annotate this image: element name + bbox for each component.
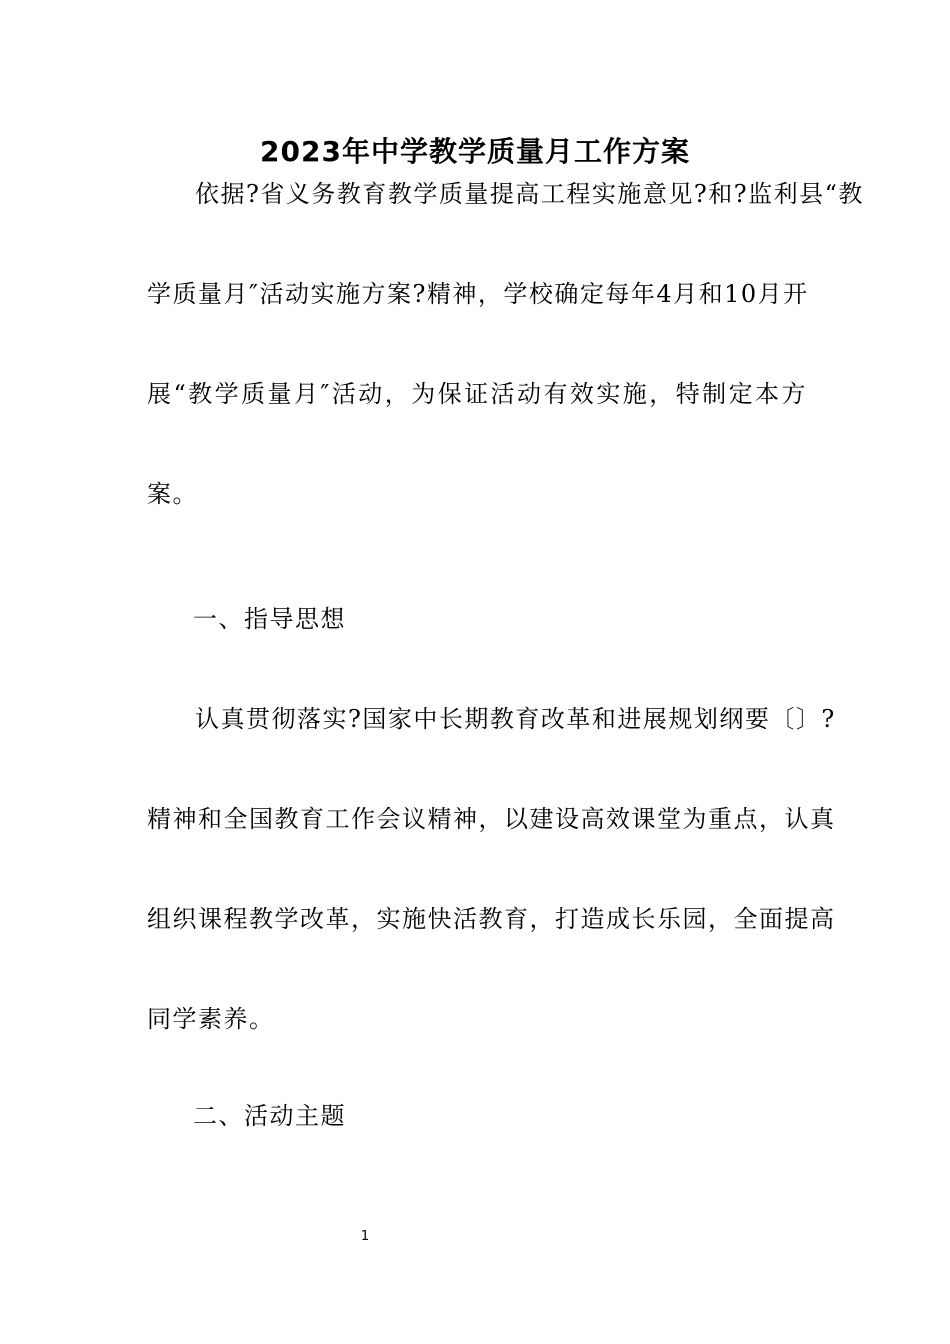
paragraph-line: 认真贯彻落实?国家中长期教育改革和进展规划纲要〔〕? <box>195 705 836 733</box>
paragraph-line: 依据?省义务教育教学质量提高工程实施意见?和?监利县“教 <box>195 180 864 208</box>
document-title: 2023年中学教学质量月工作方案 <box>260 135 690 168</box>
section-heading-guiding-ideology: 一、指导思想 <box>193 605 346 633</box>
section-heading-activity-theme: 二、活动主题 <box>193 1102 346 1130</box>
page-number: 1 <box>360 1229 370 1244</box>
paragraph-line: 案。 <box>147 480 198 508</box>
paragraph-line: 精神和全国教育工作会议精神，以建设高效课堂为重点，认真 <box>147 805 836 833</box>
paragraph-line: 学质量月″活动实施方案?精神，学校确定每年4月和10月开 <box>147 280 809 308</box>
paragraph-line: 组织课程教学改革，实施快活教育，打造成长乐园，全面提高 <box>147 905 836 933</box>
paragraph-line: 展“教学质量月″活动，为保证活动有效实施，特制定本方 <box>147 380 807 408</box>
paragraph-line: 同学素养。 <box>147 1005 275 1033</box>
